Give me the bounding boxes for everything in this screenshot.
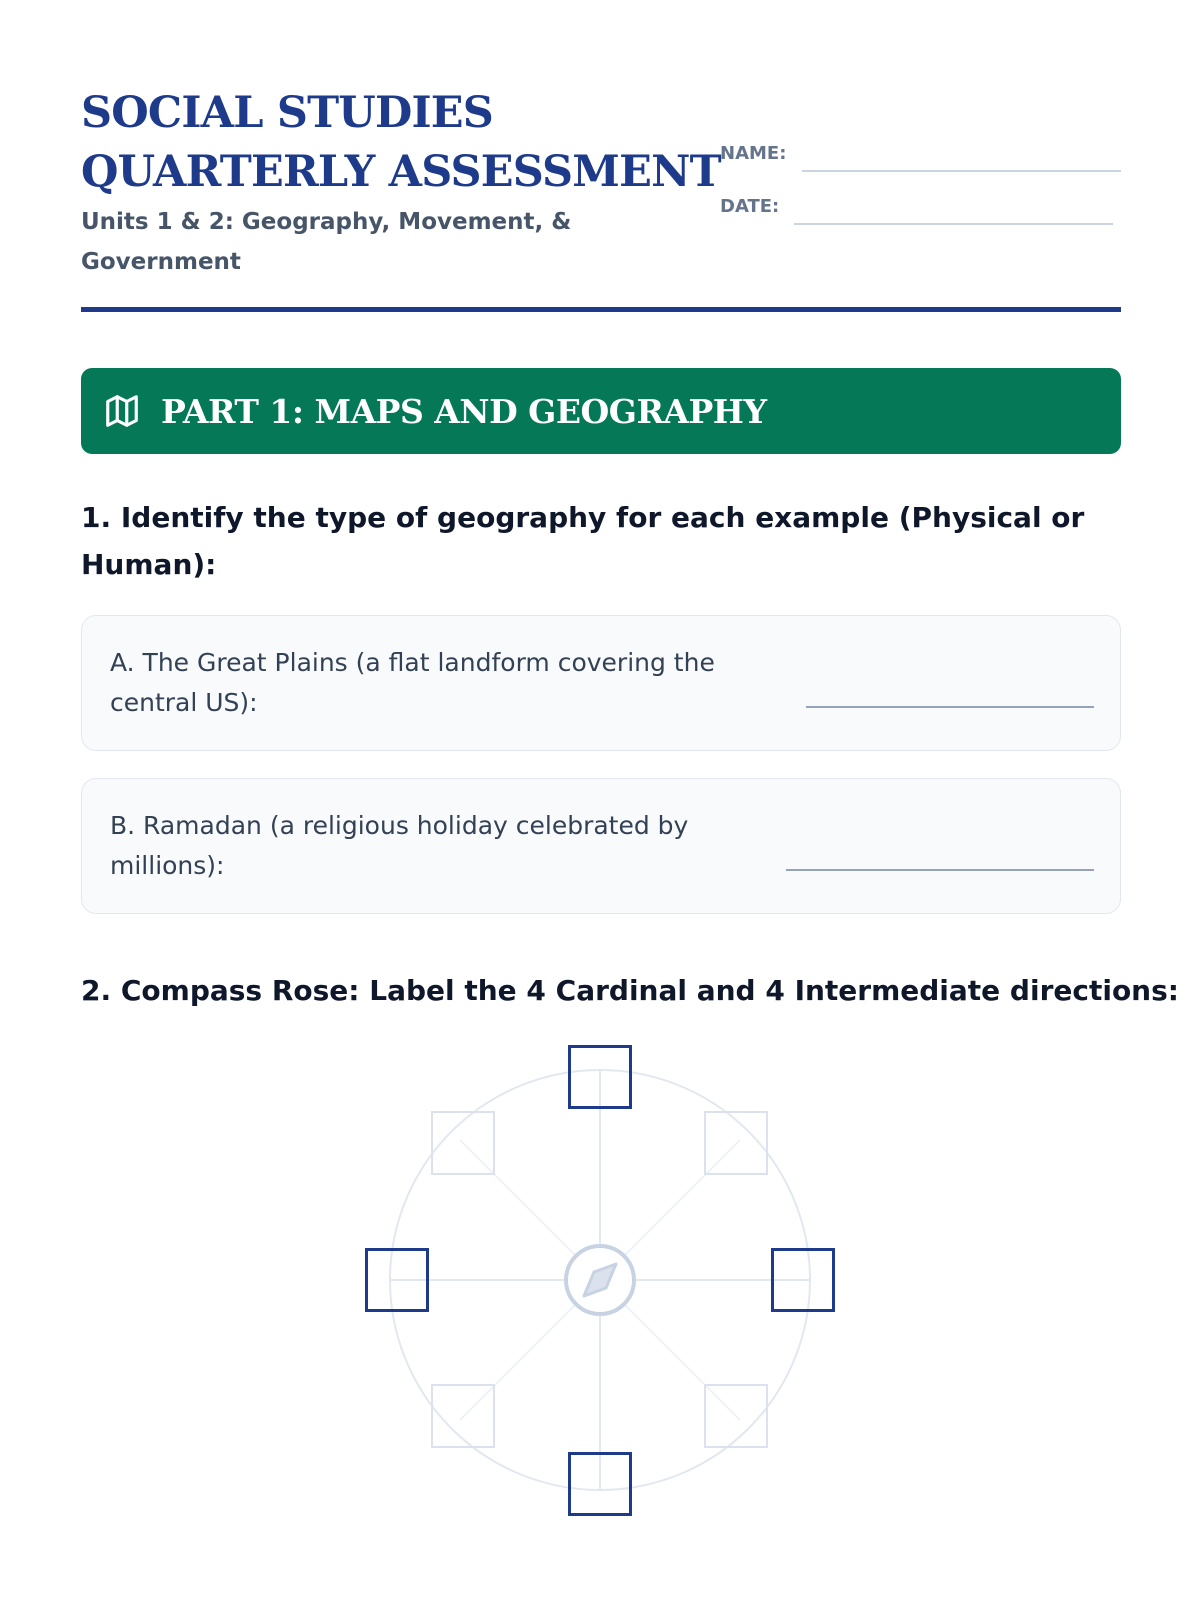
direction-box-north[interactable] [568,1045,632,1109]
direction-box-south[interactable] [568,1452,632,1516]
direction-box-west[interactable] [365,1248,429,1312]
worksheet-subtitle: Units 1 & 2: Geography, Movement, & Government [81,209,572,275]
title-line-2: QUARTERLY ASSESSMENT [81,147,721,197]
prompt-b: B. Ramadan (a religious holiday celebrated by millions): [110,811,689,880]
question-2: 2. Compass Rose: Label the 4 Cardinal and 4 Intermediate directions: [81,974,1179,1007]
direction-box-east[interactable] [771,1248,835,1312]
answer-box-a [81,615,1121,751]
header-divider [81,307,1121,312]
part-1-title: PART 1: MAPS AND GEOGRAPHY [161,391,767,431]
answer-blank-b[interactable] [786,869,1094,871]
part-1-banner [81,368,1121,454]
direction-box-northeast[interactable] [704,1111,768,1175]
direction-box-southwest[interactable] [431,1384,495,1448]
direction-box-northwest[interactable] [431,1111,495,1175]
prompt-a: A. The Great Plains (a flat landform covering the central US): [110,648,715,717]
answer-box-b [81,778,1121,914]
compass-icon [566,1246,634,1314]
compass-rose [360,1040,840,1520]
date-field[interactable] [794,223,1113,225]
question-1: 1. Identify the type of geography for each example (Physical or Human): [81,501,1085,581]
direction-box-southeast[interactable] [704,1384,768,1448]
name-field[interactable] [802,170,1121,172]
title-line-1: SOCIAL STUDIES [81,88,493,138]
name-label: NAME: [720,143,787,164]
map-icon [103,392,141,430]
worksheet-title [81,84,731,202]
answer-blank-a[interactable] [806,706,1094,708]
date-label: DATE: [720,196,780,217]
